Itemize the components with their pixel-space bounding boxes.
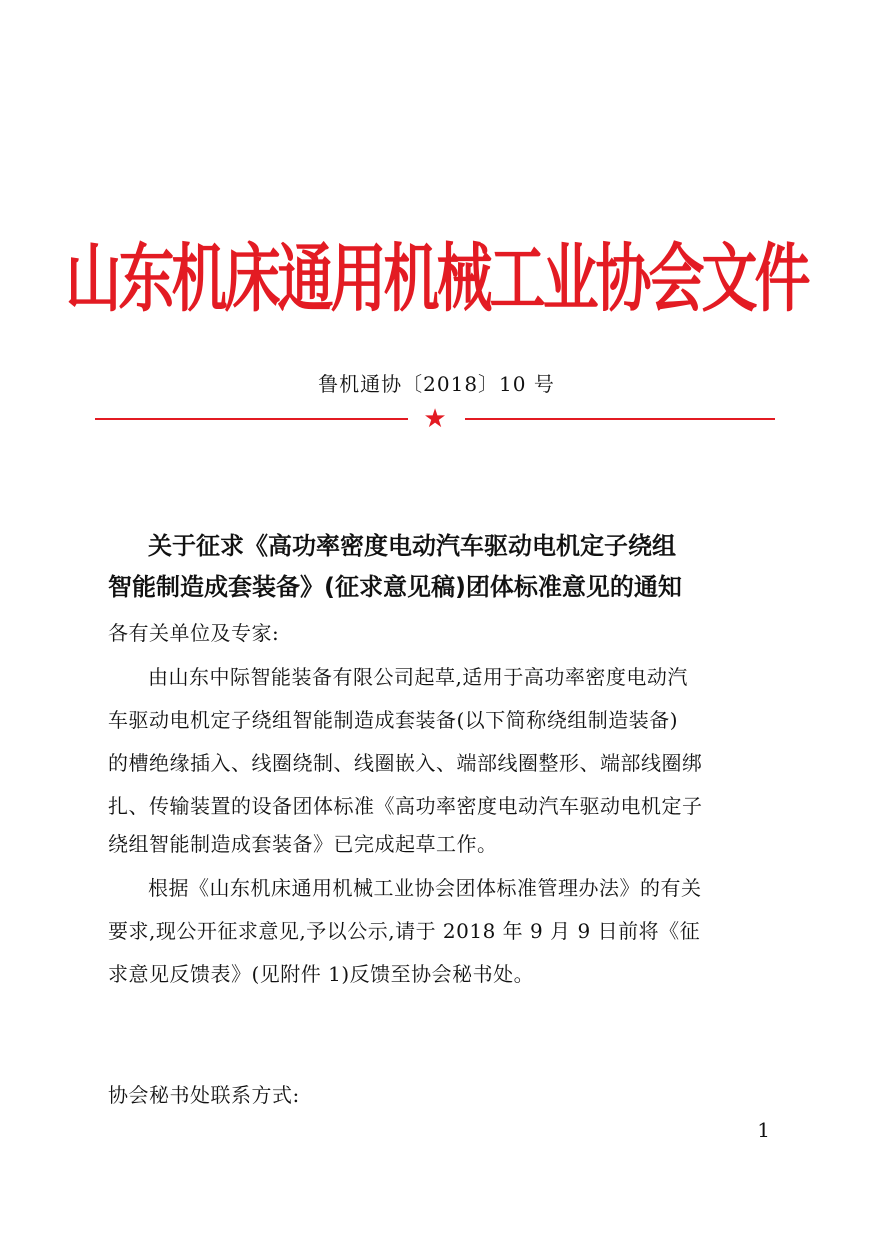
page-number: 1 xyxy=(757,1118,770,1142)
paragraph-2-line: 根据《山东机床通用机械工业协会团体标准管理办法》的有关 xyxy=(148,876,702,900)
contact-heading: 协会秘书处联系方式: xyxy=(108,1083,300,1107)
document-number: 鲁机通协〔2018〕10 号 xyxy=(318,372,555,396)
paragraph-1-line: 由山东中际智能装备有限公司起草,适用于高功率密度电动汽 xyxy=(148,665,688,689)
notice-title-line-1: 关于征求《高功率密度电动汽车驱动电机定子绕组 xyxy=(148,532,676,560)
star-icon: ★ xyxy=(423,404,447,434)
paragraph-1-line: 车驱动电机定子绕组智能制造成套装备(以下简称绕组制造装备) xyxy=(108,708,679,732)
notice-title-line-2: 智能制造成套装备》(征求意见稿)团体标准意见的通知 xyxy=(108,573,682,601)
masthead-title: 山东机床通用机械工业协会文件 xyxy=(65,236,808,323)
paragraph-2-line: 要求,现公开征求意见,予以公示,请于 2018 年 9 月 9 日前将《征 xyxy=(108,919,701,943)
paragraph-1-line: 的槽绝缘插入、线圈绕制、线圈嵌入、端部线圈整形、端部线圈绑 xyxy=(108,751,703,775)
paragraph-1-line: 绕组智能制造成套装备》已完成起草工作。 xyxy=(108,832,498,856)
salutation: 各有关单位及专家: xyxy=(108,621,280,645)
red-divider-left xyxy=(95,418,408,420)
paragraph-1-line: 扎、传输装置的设备团体标准《高功率密度电动汽车驱动电机定子 xyxy=(108,794,703,818)
paragraph-2-line: 求意见反馈表》(见附件 1)反馈至协会秘书处。 xyxy=(108,962,535,986)
red-divider-right xyxy=(465,418,775,420)
